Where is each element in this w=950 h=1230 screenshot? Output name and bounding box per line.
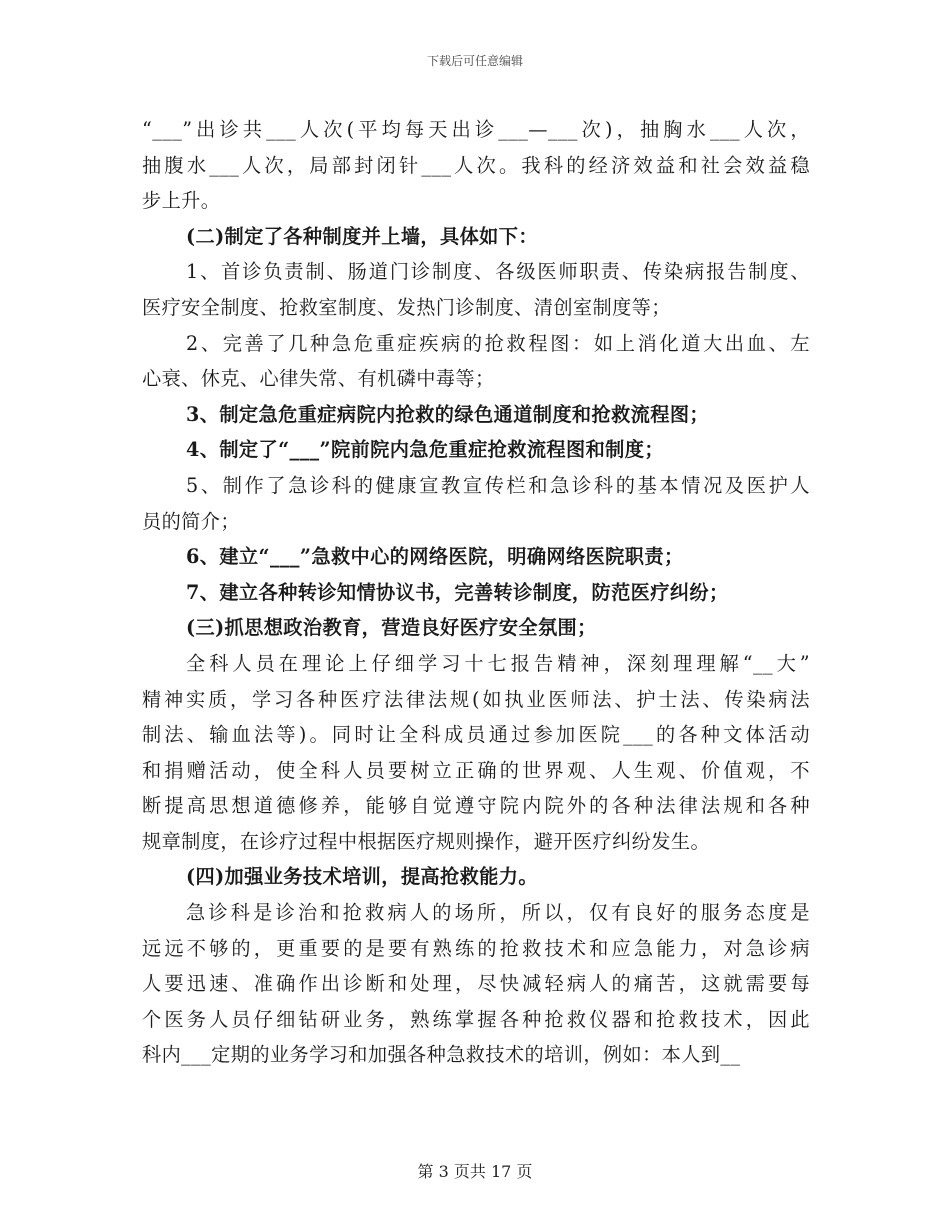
section-heading-line: (三)抓思想政治教育，营造良好医疗安全氛围； <box>186 616 597 640</box>
body-text-line: 心衰、休克、心律失常、有机磷中毒等； <box>142 367 495 391</box>
body-text-line: 精神实质，学习各种医疗法律法规(如执业医师法、护士法、传染病法 <box>142 687 810 711</box>
page-header: 下载后可任意编辑 <box>426 54 523 68</box>
body-text-line: 远远不够的，更重要的是要有熟练的抢救技术和应急能力，对急诊病 <box>142 936 810 960</box>
body-text-line: 5、制作了急诊科的健康宣教宣传栏和急诊科的基本情况及医护人 <box>186 473 810 497</box>
document-body <box>142 112 810 1073</box>
body-text-line: 科内___定期的业务学习和加强各种急救技术的培训，例如：本人到__ <box>142 1043 741 1067</box>
body-text-line: 断提高思想道德修养，能够自觉遵守院内院外的各种法律法规和各种 <box>142 794 810 818</box>
page-footer: 第 3 页共 17 页 <box>417 1162 533 1181</box>
body-text-line: 制法、输血法等)。同时让全科成员通过参加医院___的各种文体活动 <box>142 723 810 747</box>
section-heading-line: 7、建立各种转诊知情协议书，完善转诊制度，防范医疗纠纷； <box>186 580 729 604</box>
body-text-line: 医疗安全制度、抢救室制度、发热门诊制度、清创室制度等； <box>142 295 671 319</box>
body-text-line: 1、首诊负责制、肠道门诊制度、各级医师职责、传染病报告制度、 <box>186 260 810 284</box>
section-heading-line: 6、建立“___”急救中心的网络医院，明确网络医院职责； <box>186 545 684 569</box>
body-text-line: 急诊科是诊治和抢救病人的场所，所以，仅有良好的服务态度是 <box>186 901 810 925</box>
body-text-line: 员的简介； <box>142 509 240 533</box>
body-text-line: 人要迅速、准确作出诊断和处理，尽快减轻病人的痛苦，这就需要每 <box>142 972 810 996</box>
section-heading-line: (四)加强业务技术培训，提高抢救能力。 <box>186 865 538 889</box>
body-text-line: 抽腹水___人次，局部封闭针___人次。我科的经济效益和社会效益稳 <box>142 153 810 177</box>
body-text-line: “___”出诊共___人次(平均每天出诊___—___次)，抽胸水___人次， <box>142 118 810 141</box>
body-text-line: 和捐赠活动，使全科人员要树立正确的世界观、人生观、价值观，不 <box>142 758 810 782</box>
section-heading-line: 3、制定急危重症病院内抢救的绿色通道制度和抢救流程图； <box>186 402 710 426</box>
body-text-line: 2、完善了几种急危重症疾病的抢救程图：如上消化道大出血、左 <box>186 331 810 355</box>
body-text-line: 个医务人员仔细钻研业务，熟练掌握各种抢救仪器和抢救技术，因此 <box>142 1007 810 1031</box>
section-heading-line: (二)制定了各种制度并上墙，具体如下： <box>186 224 538 248</box>
section-heading-line: 4、制定了“___”院前院内急危重症抢救流程图和制度； <box>186 438 664 462</box>
body-text-line: 全科人员在理论上仔细学习十七报告精神，深刻理理解“__大” <box>186 651 810 675</box>
body-text-line: 规章制度，在诊疗过程中根据医疗规则操作，避开医疗纠纷发生。 <box>142 829 711 853</box>
body-text-line: 步上升。 <box>142 189 221 213</box>
